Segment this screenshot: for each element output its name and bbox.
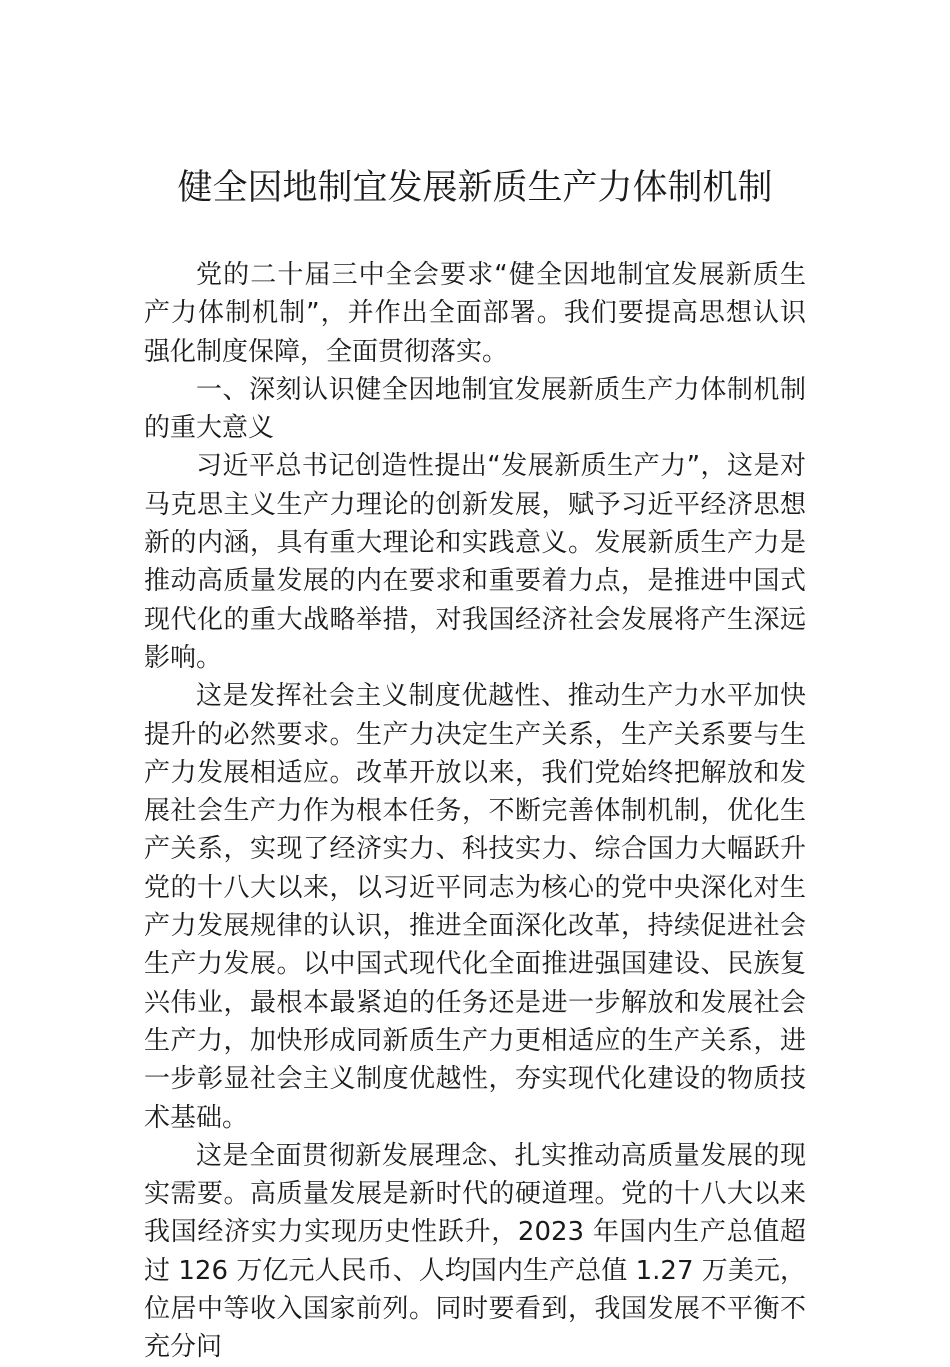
intro-paragraph: 党的二十届三中全会要求“健全因地制宜发展新质生产力体制机制”，并作出全面部署。我们要提高思想认识强化制度保障，全面贯彻落实。 [144,260,806,367]
body-paragraph: 这是发挥社会主义制度优越性、推动生产力水平加快提升的必然要求。生产力决定生产关系，生产关系要与生产力发展相适应。改革开放以来，我们党始终把解放和发展社会生产力作为根本任务，不断完善体制机制，优化生产关系，实现了经济实力、科技实力、综合国力大幅跃升党的十八大以来，以习近平同志为核心的党中央深化对生产力发展规律的认识，推进全面深化改革，持续促进社会生产力发展。以中国式现代化全面推进强国建设、民族复兴伟业，最根本最紧迫的任务还是进一步解放和发展社会生产力，加快形成同新质生产力更相适应的生产关系，进一步彰显社会主义制度优越性，夯实现代化建设的物质技术基础。 [144,681,806,1133]
body-paragraph: 习近平总书记创造性提出“发展新质生产力”，这是对马克思主义生产力理论的创新发展，赋予习近平经济思想新的内涵，具有重大理论和实践意义。发展新质生产力是推动高质量发展的内在要求和重要着力点，是推进中国式现代化的重大战略举措，对我国经济社会发展将产生深远影响。 [144,451,806,673]
document-body [144,256,806,1367]
section-heading-1: 一、深刻认识健全因地制宜发展新质生产力体制机制的重大意义 [144,374,806,444]
document-title: 健全因地制宜发展新质生产力体制机制 [177,168,773,208]
body-paragraph: 这是全面贯彻新发展理念、扎实推动高质量发展的现实需要。高质量发展是新时代的硬道理。党的十八大以来我国经济实力实现历史性跃升，2023 年国内生产总值超过 126 万亿元人民币、人均国内生产总值 1.27 万美元，位居中等收入国家前列。同时要看到，我国发展不平衡不充分问 [144,1140,806,1363]
